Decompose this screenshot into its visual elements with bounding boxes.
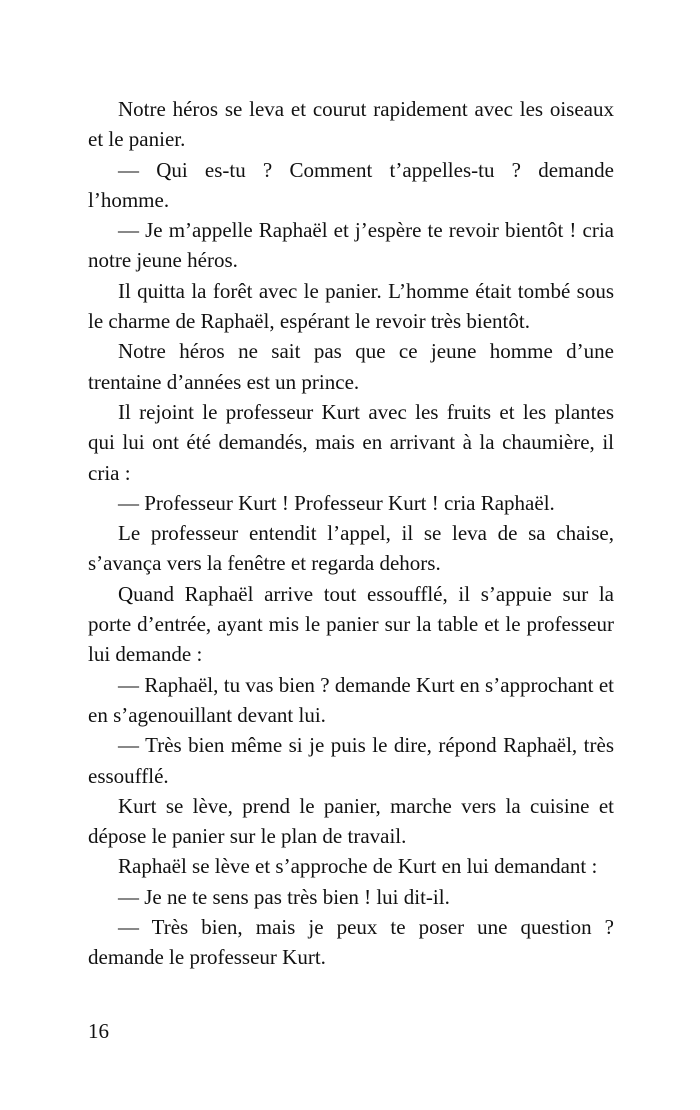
paragraph: Kurt se lève, prend le panier, marche vers la cuisine et dépose le panier sur le plan de travail. [88,793,614,849]
paragraph: Le professeur entendit l’appel, il se leva de sa chaise, s’avança vers la fenêtre et regarda dehors. [88,521,614,576]
paragraph: — Professeur Kurt ! Professeur Kurt ! cria Raphaël. [118,490,555,515]
paragraph: Notre héros se leva et courut rapidement avec les oiseaux et le panier. [88,97,614,152]
paragraph: Il quitta la forêt avec le panier. L’homme était tombé sous le charme de Raphaël, espérant le revoir très bientôt. [88,278,614,334]
page-number: 16 [88,1019,109,1043]
paragraph: — Je ne te sens pas très bien ! lui dit-il. [118,884,450,909]
body-text [88,94,614,973]
paragraph: — Je m’appelle Raphaël et j’espère te revoir bientôt ! cria notre jeune héros. [88,218,614,273]
paragraph: — Très bien même si je puis le dire, répond Raphaël, très essoufflé. [88,733,614,788]
paragraph: Notre héros ne sait pas que ce jeune homme d’une trentaine d’années est un prince. [88,339,614,394]
paragraph: — Qui es-tu ? Comment t’appelles-tu ? demande l’homme. [88,157,614,212]
paragraph: Il rejoint le professeur Kurt avec les fruits et les plantes qui lui ont été demandés, mais en arrivant à la chaumière, il cria : [88,399,614,485]
paragraph: — Raphaël, tu vas bien ? demande Kurt en s’approchant et en s’agenouillant devant lui. [88,672,614,727]
paragraph: Quand Raphaël arrive tout essoufflé, il s’appuie sur la porte d’entrée, ayant mis le panier sur la table et le professeur lui demande : [88,581,614,667]
paragraph: — Très bien, mais je peux te poser une question ? demande le professeur Kurt. [88,915,614,970]
paragraph: Raphaël se lève et s’approche de Kurt en lui demandant : [118,854,598,879]
